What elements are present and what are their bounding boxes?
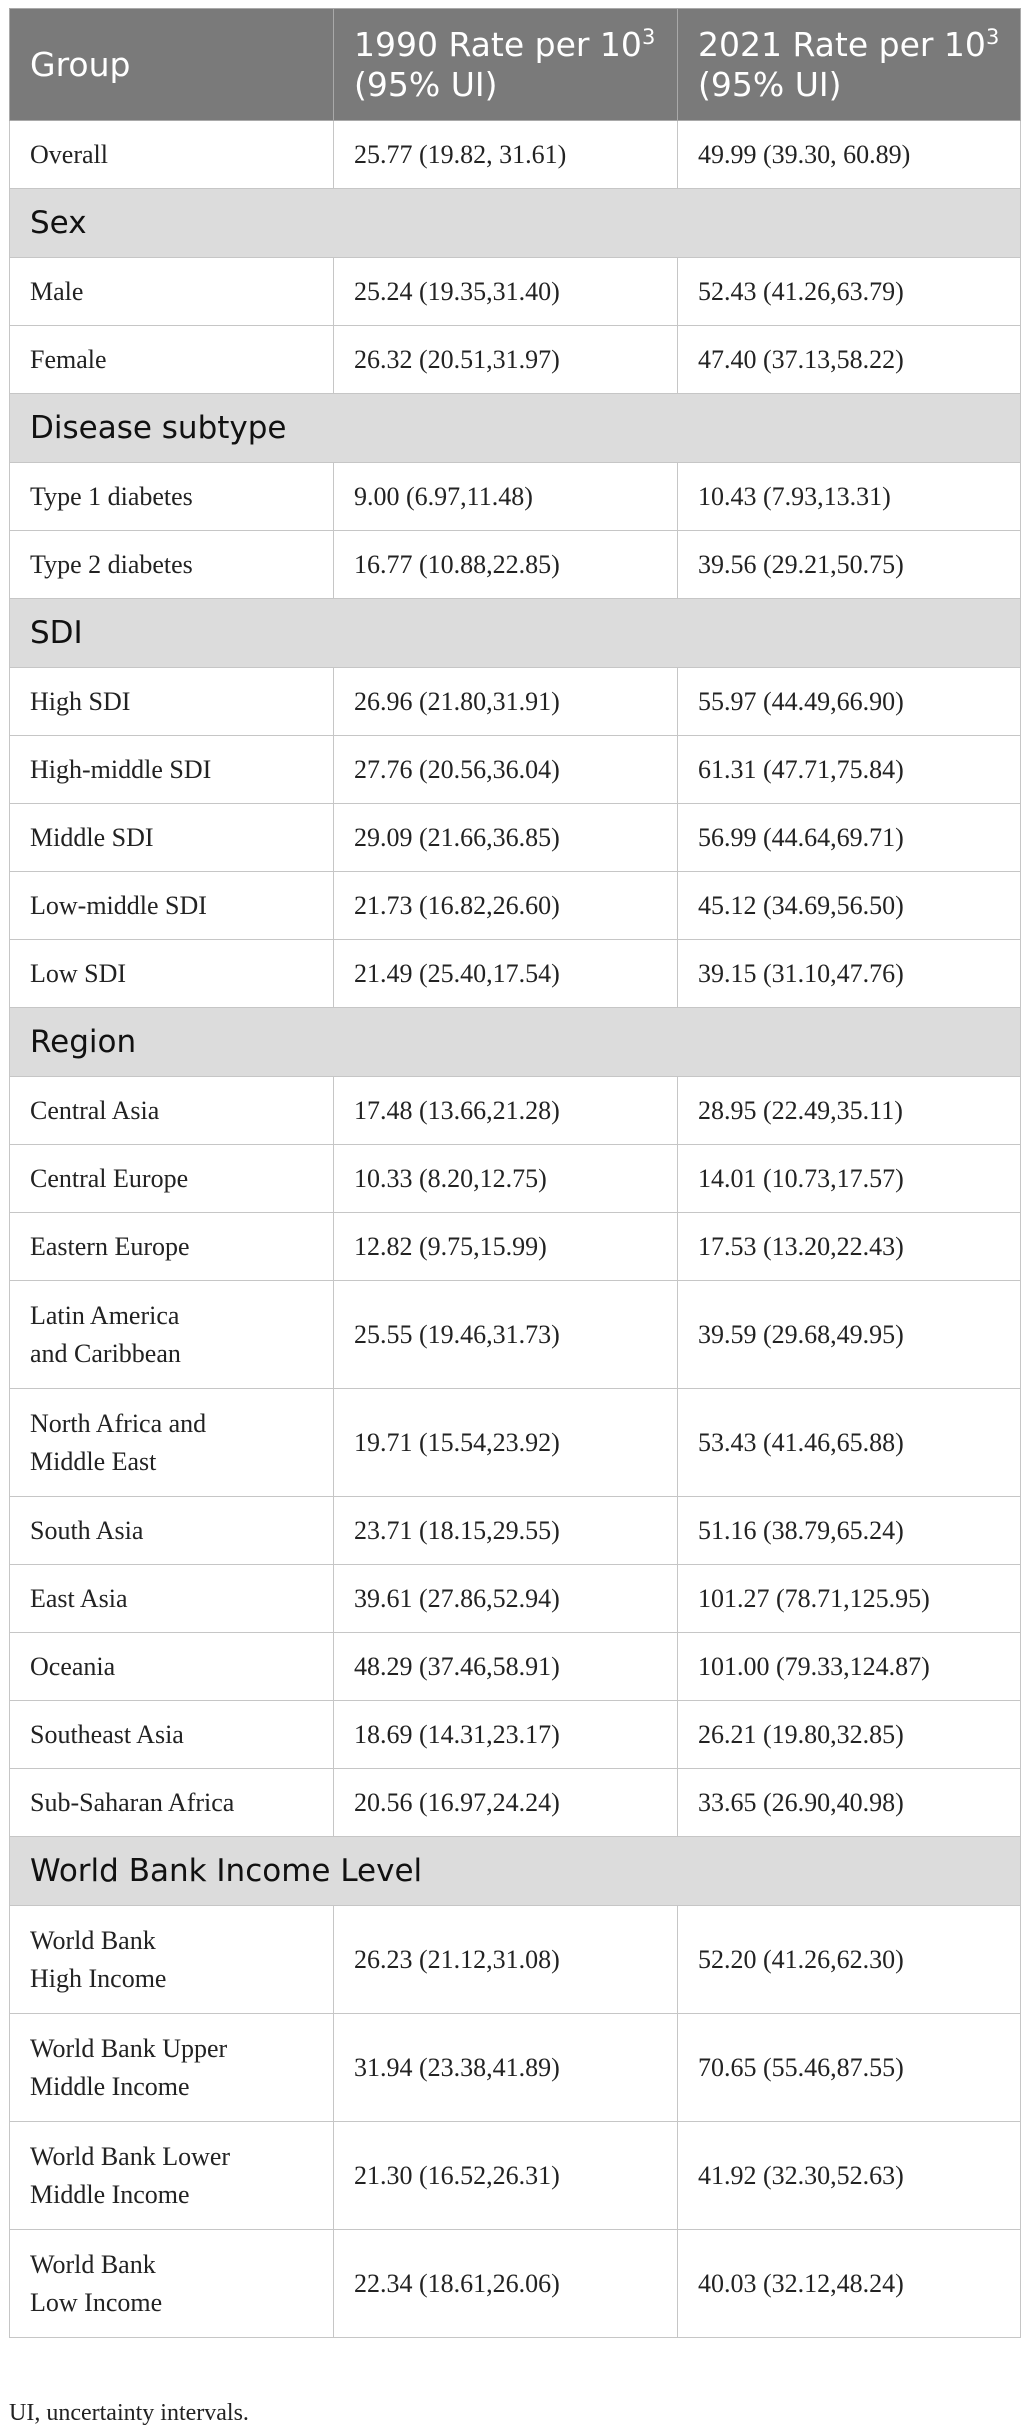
header-group-label: Group (30, 44, 131, 84)
cell-group: Overall (10, 121, 334, 189)
cell-group-line2: Middle Income (30, 2179, 190, 2209)
cell-rate-2021: 51.16 (38.79,65.24) (678, 1497, 1021, 1565)
table-row (10, 1145, 1021, 1213)
cell-rate-2021: 70.65 (55.46,87.55) (678, 2014, 1021, 2122)
cell-rate-2021: 41.92 (32.30,52.63) (678, 2122, 1021, 2230)
cell-group: Low SDI (10, 940, 334, 1008)
cell-group-line1: Latin America (30, 1300, 180, 1330)
cell-rate-2021: 39.15 (31.10,47.76) (678, 940, 1021, 1008)
section-header-row (10, 189, 1021, 258)
cell-rate-2021: 40.03 (32.12,48.24) (678, 2230, 1021, 2338)
section-title: SDI (10, 599, 1021, 668)
cell-group (10, 1281, 334, 1389)
table-body (10, 121, 1021, 2338)
table-row (10, 668, 1021, 736)
cell-group-line2: High Income (30, 1963, 167, 1993)
table-row (10, 463, 1021, 531)
cell-rate-1990: 19.71 (15.54,23.92) (334, 1389, 678, 1497)
cell-group: Eastern Europe (10, 1213, 334, 1281)
table-row (10, 804, 1021, 872)
cell-rate-2021: 28.95 (22.49,35.11) (678, 1077, 1021, 1145)
section-title: Region (10, 1008, 1021, 1077)
cell-group: Central Europe (10, 1145, 334, 1213)
table-footnote: UI, uncertainty intervals. (9, 2400, 249, 2426)
table-row (10, 1497, 1021, 1565)
table-row (10, 1077, 1021, 1145)
table-row (10, 1701, 1021, 1769)
cell-rate-2021: 49.99 (39.30, 60.89) (678, 121, 1021, 189)
table-row (10, 1213, 1021, 1281)
table-row (10, 258, 1021, 326)
table-row (10, 872, 1021, 940)
table-row (10, 326, 1021, 394)
cell-rate-2021: 55.97 (44.49,66.90) (678, 668, 1021, 736)
cell-rate-2021: 39.56 (29.21,50.75) (678, 531, 1021, 599)
cell-group: Female (10, 326, 334, 394)
table-row (10, 2014, 1021, 2122)
table-header (10, 9, 1021, 121)
header-group (10, 9, 334, 121)
table-row (10, 940, 1021, 1008)
table-row (10, 1389, 1021, 1497)
header-1990: 1990 Rate per $10^3$ (95% UI) (334, 9, 678, 121)
section-title: Sex (10, 189, 1021, 258)
cell-rate-1990: 31.94 (23.38,41.89) (334, 2014, 678, 2122)
cell-rate-2021: 47.40 (37.13,58.22) (678, 326, 1021, 394)
cell-rate-1990: 26.96 (21.80,31.91) (334, 668, 678, 736)
table-row (10, 2122, 1021, 2230)
cell-rate-1990: 21.73 (16.82,26.60) (334, 872, 678, 940)
cell-rate-1990: 26.23 (21.12,31.08) (334, 1906, 678, 2014)
cell-rate-2021: 26.21 (19.80,32.85) (678, 1701, 1021, 1769)
table-row (10, 1633, 1021, 1701)
cell-group (10, 2122, 334, 2230)
cell-rate-1990: 29.09 (21.66,36.85) (334, 804, 678, 872)
cell-rate-2021: 33.65 (26.90,40.98) (678, 1769, 1021, 1837)
cell-group-line2: Middle East (30, 1446, 157, 1476)
table-row (10, 1281, 1021, 1389)
cell-group: Middle SDI (10, 804, 334, 872)
cell-rate-2021: 10.43 (7.93,13.31) (678, 463, 1021, 531)
cell-group-line1: World Bank (30, 1925, 156, 1955)
cell-group: South Asia (10, 1497, 334, 1565)
cell-group: Central Asia (10, 1077, 334, 1145)
table-row (10, 1906, 1021, 2014)
cell-rate-1990: 22.34 (18.61,26.06) (334, 2230, 678, 2338)
cell-group-line2: Middle Income (30, 2071, 190, 2101)
cell-group: Low-middle SDI (10, 872, 334, 940)
cell-group (10, 2014, 334, 2122)
header-row (10, 9, 1021, 121)
cell-rate-1990: 9.00 (6.97,11.48) (334, 463, 678, 531)
cell-rate-2021: 45.12 (34.69,56.50) (678, 872, 1021, 940)
cell-rate-1990: 21.49 (25.40,17.54) (334, 940, 678, 1008)
cell-group (10, 2230, 334, 2338)
cell-group: Male (10, 258, 334, 326)
cell-rate-1990: 16.77 (10.88,22.85) (334, 531, 678, 599)
table-row-overall (10, 121, 1021, 189)
data-table (9, 8, 1021, 2338)
cell-rate-1990: 23.71 (18.15,29.55) (334, 1497, 678, 1565)
cell-rate-2021: 52.20 (41.26,62.30) (678, 1906, 1021, 2014)
cell-group: Southeast Asia (10, 1701, 334, 1769)
cell-rate-1990: 18.69 (14.31,23.17) (334, 1701, 678, 1769)
cell-rate-1990: 12.82 (9.75,15.99) (334, 1213, 678, 1281)
cell-rate-1990: 25.77 (19.82, 31.61) (334, 121, 678, 189)
cell-rate-2021: 52.43 (41.26,63.79) (678, 258, 1021, 326)
cell-rate-1990: 39.61 (27.86,52.94) (334, 1565, 678, 1633)
cell-group: East Asia (10, 1565, 334, 1633)
section-header-row (10, 1008, 1021, 1077)
section-header-row (10, 394, 1021, 463)
cell-group (10, 1906, 334, 2014)
cell-group (10, 1389, 334, 1497)
section-title: Disease subtype (10, 394, 1021, 463)
cell-rate-2021: 17.53 (13.20,22.43) (678, 1213, 1021, 1281)
cell-rate-2021: 101.00 (79.33,124.87) (678, 1633, 1021, 1701)
table-row (10, 1565, 1021, 1633)
cell-group-line2: Low Income (30, 2287, 163, 2317)
cell-rate-1990: 27.76 (20.56,36.04) (334, 736, 678, 804)
cell-group-line1: North Africa and (30, 1408, 207, 1438)
cell-rate-1990: 26.32 (20.51,31.97) (334, 326, 678, 394)
cell-rate-1990: 25.55 (19.46,31.73) (334, 1281, 678, 1389)
section-header-row (10, 599, 1021, 668)
cell-rate-1990: 21.30 (16.52,26.31) (334, 2122, 678, 2230)
cell-rate-1990: 17.48 (13.66,21.28) (334, 1077, 678, 1145)
cell-rate-2021: 56.99 (44.64,69.71) (678, 804, 1021, 872)
cell-group-line1: World Bank (30, 2249, 156, 2279)
section-header-row (10, 1837, 1021, 1906)
header-2021: 2021 Rate per $10^3$ (95% UI) (678, 9, 1021, 121)
cell-rate-2021: 53.43 (41.46,65.88) (678, 1389, 1021, 1497)
table-row (10, 736, 1021, 804)
cell-rate-1990: 48.29 (37.46,58.91) (334, 1633, 678, 1701)
cell-rate-2021: 101.27 (78.71,125.95) (678, 1565, 1021, 1633)
cell-group: Type 2 diabetes (10, 531, 334, 599)
cell-rate-2021: 39.59 (29.68,49.95) (678, 1281, 1021, 1389)
cell-group: Sub-Saharan Africa (10, 1769, 334, 1837)
cell-group: Oceania (10, 1633, 334, 1701)
cell-group: Type 1 diabetes (10, 463, 334, 531)
table-row (10, 531, 1021, 599)
cell-rate-2021: 61.31 (47.71,75.84) (678, 736, 1021, 804)
cell-rate-1990: 20.56 (16.97,24.24) (334, 1769, 678, 1837)
cell-rate-1990: 25.24 (19.35,31.40) (334, 258, 678, 326)
cell-group-line2: and Caribbean (30, 1338, 181, 1368)
cell-group-line1: World Bank Upper (30, 2033, 228, 2063)
cell-group: High-middle SDI (10, 736, 334, 804)
cell-rate-1990: 10.33 (8.20,12.75) (334, 1145, 678, 1213)
cell-group-line1: World Bank Lower (30, 2141, 231, 2171)
table-row (10, 1769, 1021, 1837)
table-row (10, 2230, 1021, 2338)
cell-rate-2021: 14.01 (10.73,17.57) (678, 1145, 1021, 1213)
cell-group: High SDI (10, 668, 334, 736)
section-title: World Bank Income Level (10, 1837, 1021, 1906)
